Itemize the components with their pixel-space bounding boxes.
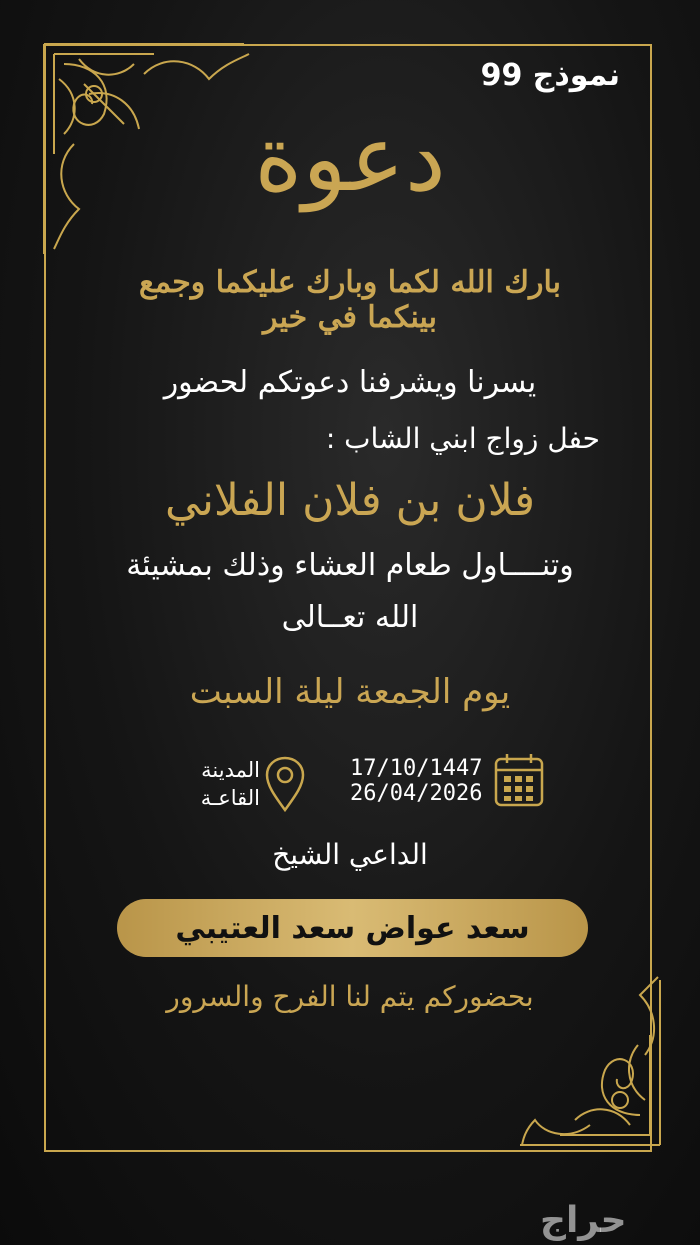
invitation-title: دعوة — [254, 105, 446, 212]
event-day: يوم الجمعة ليلة السبت — [189, 672, 511, 712]
hijri-date: 17/10/1447 — [350, 756, 483, 781]
calendar-icon — [493, 752, 545, 808]
site-watermark: حراج — [540, 1200, 627, 1241]
host-title: الداعي الشيخ — [272, 838, 428, 871]
location-hall: القاعـة — [200, 786, 260, 811]
model-number-label: نموذج 99 — [480, 58, 620, 93]
location-pin-icon — [264, 755, 306, 813]
gregorian-date: 26/04/2026 — [350, 781, 483, 807]
closing-text: بحضوركم يتم لنا الفرح والسرور — [166, 980, 534, 1013]
blessing-calligraphy: بارك الله لكما وبارك عليكما وجمع بينكما في خير — [138, 265, 562, 335]
host-name: سعد عواض سعد العتيبي — [175, 910, 530, 946]
dinner-text-line1: وتنــــاول طعام العشاء وذلك بمشيئة — [126, 548, 574, 583]
invite-text-line1: يسرنا ويشرفنا دعوتكم لحضور — [163, 365, 537, 400]
groom-name: فلان بن فلان الفلاني — [165, 475, 535, 526]
dinner-text-line2: الله تعــالى — [281, 600, 419, 635]
invite-text-line2: حفل زواج ابني الشاب : — [325, 422, 600, 455]
event-dates — [350, 756, 482, 807]
host-name-badge — [117, 899, 588, 957]
location-city: المدينة — [201, 758, 260, 782]
event-location — [150, 756, 260, 813]
